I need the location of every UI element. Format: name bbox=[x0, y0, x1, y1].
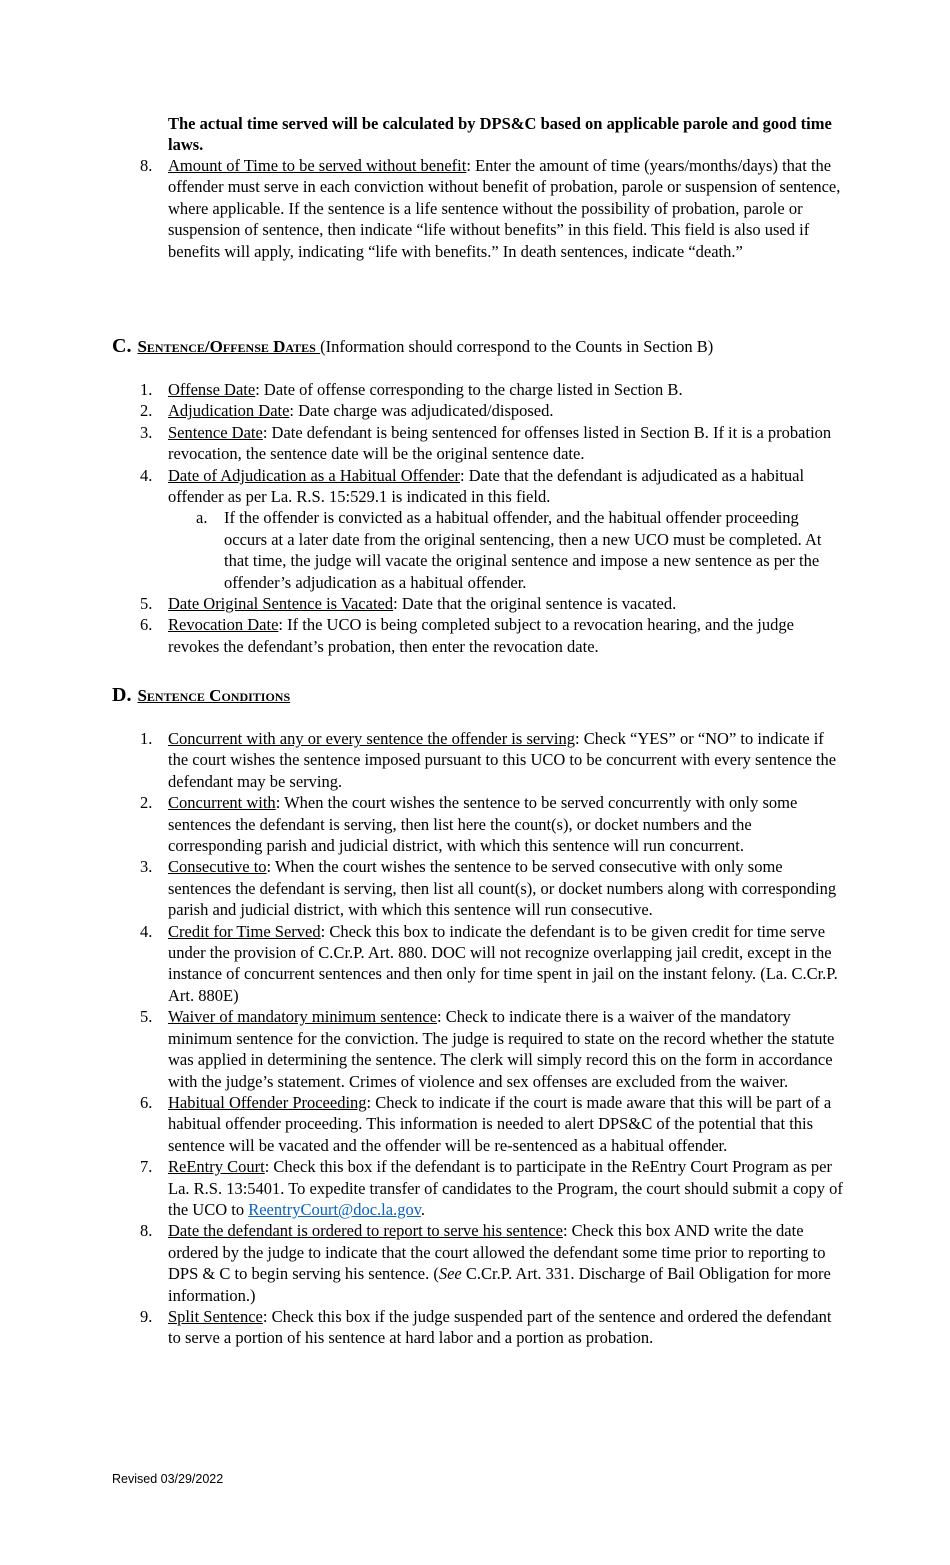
section-d-list bbox=[0, 728, 848, 1349]
item-text: : When the court wishes the sentence to be served consecutive with only some sentences the defendant is serving, then list all count(s), or docket numbers along with corresponding parish and judicial district, with which this sentence will run consecutive. bbox=[168, 857, 837, 920]
item-label: Waiver of mandatory minimum sentence bbox=[168, 1007, 438, 1027]
list-item bbox=[0, 465, 848, 508]
item-number: 7. bbox=[140, 1157, 153, 1177]
item-text-after: . bbox=[420, 1199, 426, 1219]
item-number: 3. bbox=[140, 422, 153, 442]
list-item bbox=[0, 1092, 848, 1156]
item-text: : Date charge was adjudicated/disposed. bbox=[289, 401, 554, 421]
item-number: 8. bbox=[140, 1221, 153, 1241]
item-number: 1. bbox=[140, 380, 153, 399]
item-text: : If the UCO is being completed subject to a revocation hearing, and the judge revokes the defendant’s probation, then enter the revocation date. bbox=[168, 615, 794, 656]
item-number: 2. bbox=[140, 401, 153, 421]
item-label: Sentence Date bbox=[168, 422, 263, 442]
reentry-email-link[interactable]: ReentryCourt@doc.la.gov bbox=[248, 1199, 421, 1219]
item-number: 8. bbox=[140, 156, 153, 175]
section-title: Sentence/Offense Dates bbox=[137, 337, 321, 356]
section-letter: D. bbox=[112, 684, 132, 706]
item-label: Credit for Time Served bbox=[168, 921, 321, 941]
section-c-list bbox=[0, 379, 848, 657]
item-number: 5. bbox=[140, 1007, 153, 1027]
item-label: Adjudication Date bbox=[168, 401, 290, 421]
list-sub-item bbox=[0, 507, 840, 593]
sub-item-text: If the offender is convicted as a habitual offender, and the habitual offender proceeding occurs at a later date from the original sentencing, then a new UCO must be completed. At that time, the judge will vacate the original sentence and impose a new sentence as per the offender’s adjudication as a habitual offender. bbox=[224, 508, 822, 592]
item-number: 3. bbox=[140, 857, 153, 877]
item-text: : When the court wishes the sentence to be served concurrently with only some sentences the defendant is serving, then list here the count(s), or docket numbers and the corresponding parish and judicial district, with which this sentence will run concurrent. bbox=[168, 793, 798, 856]
item-label: Date Original Sentence is Vacated bbox=[168, 594, 394, 614]
item-number: 6. bbox=[140, 615, 153, 635]
item-number: 5. bbox=[140, 594, 153, 614]
item-number: 6. bbox=[140, 1092, 153, 1112]
item-text: : Check this box AND write the date ordered by the judge to indicate that the court allowed the defendant some time prior to reporting to DPS & C to begin serving his sentence. ( bbox=[168, 1221, 826, 1284]
item-text: : Date that the defendant is adjudicated as a habitual offender as per La. R.S. 15:529.1 is indicated in this field. bbox=[168, 465, 805, 507]
list-item bbox=[0, 155, 848, 262]
list-item bbox=[0, 856, 848, 920]
section-title: Sentence Conditions bbox=[137, 686, 291, 705]
list-item bbox=[0, 728, 848, 792]
list-item bbox=[0, 593, 848, 614]
item-number: 4. bbox=[140, 921, 153, 941]
item-label: Revocation Date bbox=[168, 615, 279, 635]
item-number: 1. bbox=[140, 729, 153, 748]
item-label: Habitual Offender Proceeding bbox=[168, 1092, 367, 1112]
revised-date-footer: Revised 03/29/2022 bbox=[112, 1472, 224, 1486]
item-text: : Date of offense corresponding to the charge listed in Section B. bbox=[255, 380, 683, 399]
section-b-tail-list bbox=[0, 155, 848, 262]
list-item bbox=[0, 1306, 848, 1349]
item-text: : Check this box if the defendant is to participate in the ReEntry Court Program as per La. R.S. 13:5401. To expedite transfer of candidates to the Program, the court should submit a copy of the UCO to bbox=[168, 1157, 843, 1219]
intro-bold-note: The actual time served will be calculated by DPS&C based on applicable parole and good time laws. bbox=[168, 114, 832, 154]
list-item bbox=[0, 379, 848, 400]
section-note: (Information should correspond to the Counts in Section B) bbox=[320, 337, 714, 356]
item-text: : Check “YES” or “NO” to indicate if the court wishes the sentence imposed pursuant to this UCO to be concurrent with every sentence the defendant may be serving. bbox=[168, 729, 837, 791]
list-item bbox=[0, 921, 848, 1007]
list-item bbox=[0, 1006, 848, 1092]
section-d-heading bbox=[112, 684, 290, 707]
item-text: : Enter the amount of time (years/months/days) that the offender must serve in each conviction without benefit of probation, parole or suspension of sentence, where applicable. If the sentence is a life sentence without the possibility of probation, parole or suspension of sentence, then indicate “life without benefits” in this field. This field is also used if benefits will apply, indicating “life with benefits.” In death sentences, indicate “death.” bbox=[168, 156, 841, 261]
item-label: Concurrent with bbox=[168, 793, 276, 813]
item-text-after: C.Cr.P. Art. 331. Discharge of Bail Obligation for more information.) bbox=[168, 1264, 831, 1305]
item-label: Amount of Time to be served without benefit bbox=[168, 156, 467, 175]
item-italic: See bbox=[438, 1264, 462, 1284]
item-text: : Check this box to indicate the defendant is to be given credit for time serve under the provision of C.Cr.P. Art. 880. DOC will not recognize overlapping jail credit, except in the instance of concurrent sentences and then only for time spent in jail on the instant felony. (La. C.Cr.P. Art. 880E) bbox=[168, 921, 838, 1005]
list-item bbox=[0, 422, 848, 465]
item-text: : Date that the original sentence is vacated. bbox=[393, 594, 677, 614]
item-label: ReEntry Court bbox=[168, 1157, 265, 1177]
sub-item-letter: a. bbox=[196, 508, 208, 528]
list-item bbox=[0, 1220, 848, 1306]
item-text: : Date defendant is being sentenced for offenses listed in Section B. If it is a probation revocation, the sentence date will be the original sentence date. bbox=[168, 422, 832, 464]
list-item bbox=[0, 400, 848, 421]
list-item bbox=[0, 1156, 848, 1220]
item-number: 2. bbox=[140, 793, 153, 813]
section-letter: C. bbox=[112, 335, 132, 357]
item-text: : Check to indicate if the court is made aware that this will be part of a habitual offender proceeding. This information is needed to alert DPS&C of the potential that this sentence will be vacated and the offender will be re-sentenced as a habitual offender. bbox=[168, 1092, 832, 1155]
item-label: Split Sentence bbox=[168, 1306, 263, 1326]
item-number: 9. bbox=[140, 1306, 153, 1326]
list-item bbox=[0, 792, 848, 856]
item-label: Consecutive to bbox=[168, 857, 267, 877]
list-item bbox=[0, 614, 848, 657]
item-label: Offense Date bbox=[168, 380, 256, 399]
item-text: : Check this box if the judge suspended part of the sentence and ordered the defendant to serve a portion of his sentence at hard labor and a portion as probation. bbox=[168, 1306, 832, 1348]
item-label: Date the defendant is ordered to report to serve his sentence bbox=[168, 1221, 563, 1241]
item-number: 4. bbox=[140, 465, 153, 485]
section-c-heading bbox=[112, 335, 713, 358]
item-label: Date of Adjudication as a Habitual Offender bbox=[168, 465, 461, 485]
item-text: : Check to indicate there is a waiver of the mandatory minimum sentence for the conviction. The judge is required to state on the record whether the statute was applied in determining the sentence. The clerk will simply record this on the form in accordance with the judge’s statement. Crimes of violence and sex offenses are excluded from the waiver. bbox=[168, 1007, 835, 1091]
item-label: Concurrent with any or every sentence the offender is serving bbox=[168, 729, 576, 748]
